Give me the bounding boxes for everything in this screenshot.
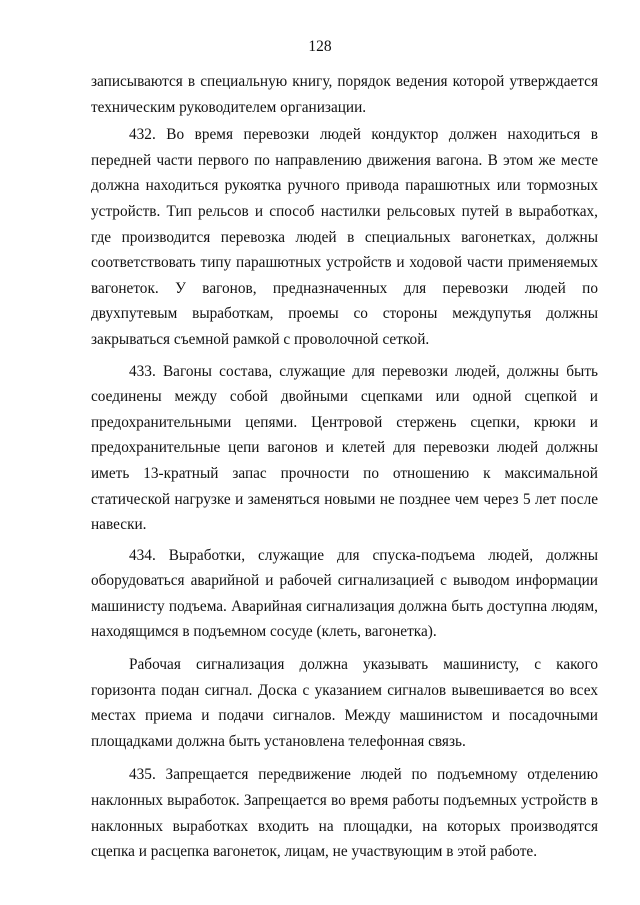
- paragraph-434: 434. Выработки, служащие для спуска-подъема людей, должны оборудоваться аварийной и рабочей сигнализацией с выводом информации машинисту подъема. Аварийная сигнализация должна быть доступна людям, находящимся в подъемном сосуде (клеть, вагонетка).: [91, 546, 598, 641]
- paragraph-working-signal: Рабочая сигнализация должна указывать машинисту, с какого горизонта подан сигнал. Доска с указанием сигналов вывешивается во всех местах приема и подачи сигналов. Между машинистом и посадочными площадками должна быть установлена телефонная связь.: [91, 656, 598, 750]
- page-number: 128: [308, 38, 332, 55]
- paragraph-433: 433. Вагоны состава, служащие для перевозки людей, должны быть соединены между собой двойными сцепками или одной сцепкой и предохранительными цепями. Центровой стержень сцепки, крюки и предохранительные цепи вагонов и клетей для перевозки людей должны иметь 13-кратный запас прочности по отношению к максимальной статической нагрузке и заменяться новыми не позднее чем через 5 лет после навески.: [91, 362, 598, 534]
- paragraph-continuation: записываются в специальную книгу, порядок ведения которой утверждается техническим руководителем организации.: [91, 73, 598, 116]
- document-body: [91, 69, 598, 865]
- paragraph-432: 432. Во время перевозки людей кондуктор должен находиться в передней части первого по направлению движения вагона. В этом же месте должна находиться рукоятка ручного привода парашютных или тормозных устройств. Тип рельсов и способ настилки рельсовых путей в выработках, где производится перевозка людей в специальных вагонетках, должны соответствовать типу парашютных устройств и ходовой части применяемых вагонеток. У вагонов, предназначенных для перевозки людей по двухпутевым выработкам, проемы со стороны междупутья должны закрываться съемной рамкой с проволочной сеткой.: [91, 126, 598, 348]
- paragraph-435: 435. Запрещается передвижение людей по подъемному отделению наклонных выработок. Запрещается во время работы подъемных устройств в наклонных выработках входить на площадки, на которых производятся сцепка и расцепка вагонеток, лицам, не участвующим в этой работе.: [91, 766, 598, 861]
